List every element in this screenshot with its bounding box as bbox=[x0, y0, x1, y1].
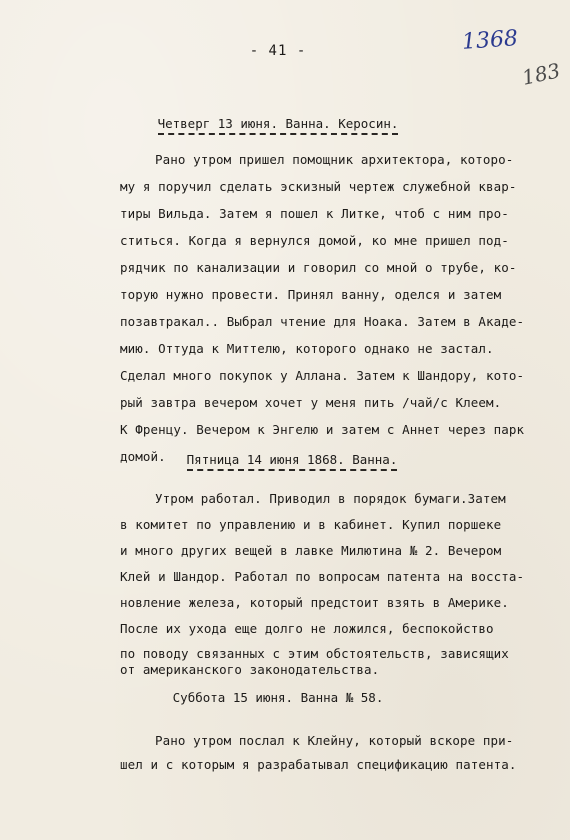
paragraph-line: от американского законодательства. bbox=[120, 662, 380, 677]
entry-heading-text: Пятница 14 июня 1868. Ванна. bbox=[187, 452, 398, 471]
paragraph-line: К Френцу. Вечером к Энгелю и затем с Аннет через парк bbox=[120, 422, 525, 437]
paragraph-line: Рано утром послал к Клейну, который вскоре при- bbox=[155, 733, 514, 748]
paragraph-line: рядчик по канализации и говорил со мной о трубе, ко- bbox=[120, 260, 517, 275]
paragraph-line: по поводу связанных с этим обстоятельств, зависящих bbox=[120, 646, 509, 661]
folio-number-handwritten: 183 bbox=[519, 58, 563, 90]
entry-heading bbox=[0, 116, 556, 135]
paragraph-line: позавтракал.. Выбрал чтение для Ноака. Затем в Акаде- bbox=[120, 314, 525, 329]
paragraph-line: После их ухода еще долго не ложился, беспокойство bbox=[120, 621, 494, 636]
paragraph-line: ститься. Когда я вернулся домой, ко мне пришел под- bbox=[120, 233, 509, 248]
paragraph-line: Сделал много покупок у Аллана. Затем к Шандору, кото- bbox=[120, 368, 525, 383]
archive-number-handwritten: 1368 bbox=[461, 26, 519, 55]
paragraph-line: домой. bbox=[120, 449, 166, 464]
paragraph-line: тиры Вильда. Затем я пошел к Литке, чтоб с ним про- bbox=[120, 206, 509, 221]
paragraph-line: мию. Оттуда к Миттелю, которого однако не застал. bbox=[120, 341, 494, 356]
paragraph-line: рый завтра вечером хочет у меня пить /чай/с Клеем. bbox=[120, 395, 502, 410]
paragraph-line: Клей и Шандор. Работал по вопросам патента на восста- bbox=[120, 569, 525, 584]
paragraph-line: торую нужно провести. Принял ванну, оделся и затем bbox=[120, 287, 502, 302]
paragraph-line: и много других вещей в лавке Милютина № 2. Вечером bbox=[120, 543, 502, 558]
entry-heading bbox=[0, 690, 556, 707]
paragraph-line: новление железа, который предстоит взять в Америке. bbox=[120, 595, 509, 610]
paragraph-line: шел и с которым я разрабатывал спецификацию патента. bbox=[120, 757, 517, 772]
paragraph-line: Утром работал. Приводил в порядок бумаги.Затем bbox=[155, 491, 506, 506]
paragraph-line: в комитет по управлению и в кабинет. Купил поршеке bbox=[120, 517, 502, 532]
paragraph-line: му я поручил сделать эскизный чертеж служебной квар- bbox=[120, 179, 517, 194]
paragraph-line: Рано утром пришел помощник архитектора, которо- bbox=[155, 152, 514, 167]
entry-heading bbox=[14, 452, 570, 471]
entry-heading-text: Суббота 15 июня. Ванна № 58. bbox=[172, 690, 384, 705]
entry-heading-text: Четверг 13 июня. Ванна. Керосин. bbox=[158, 116, 399, 135]
page-number: - 41 - bbox=[249, 43, 307, 59]
